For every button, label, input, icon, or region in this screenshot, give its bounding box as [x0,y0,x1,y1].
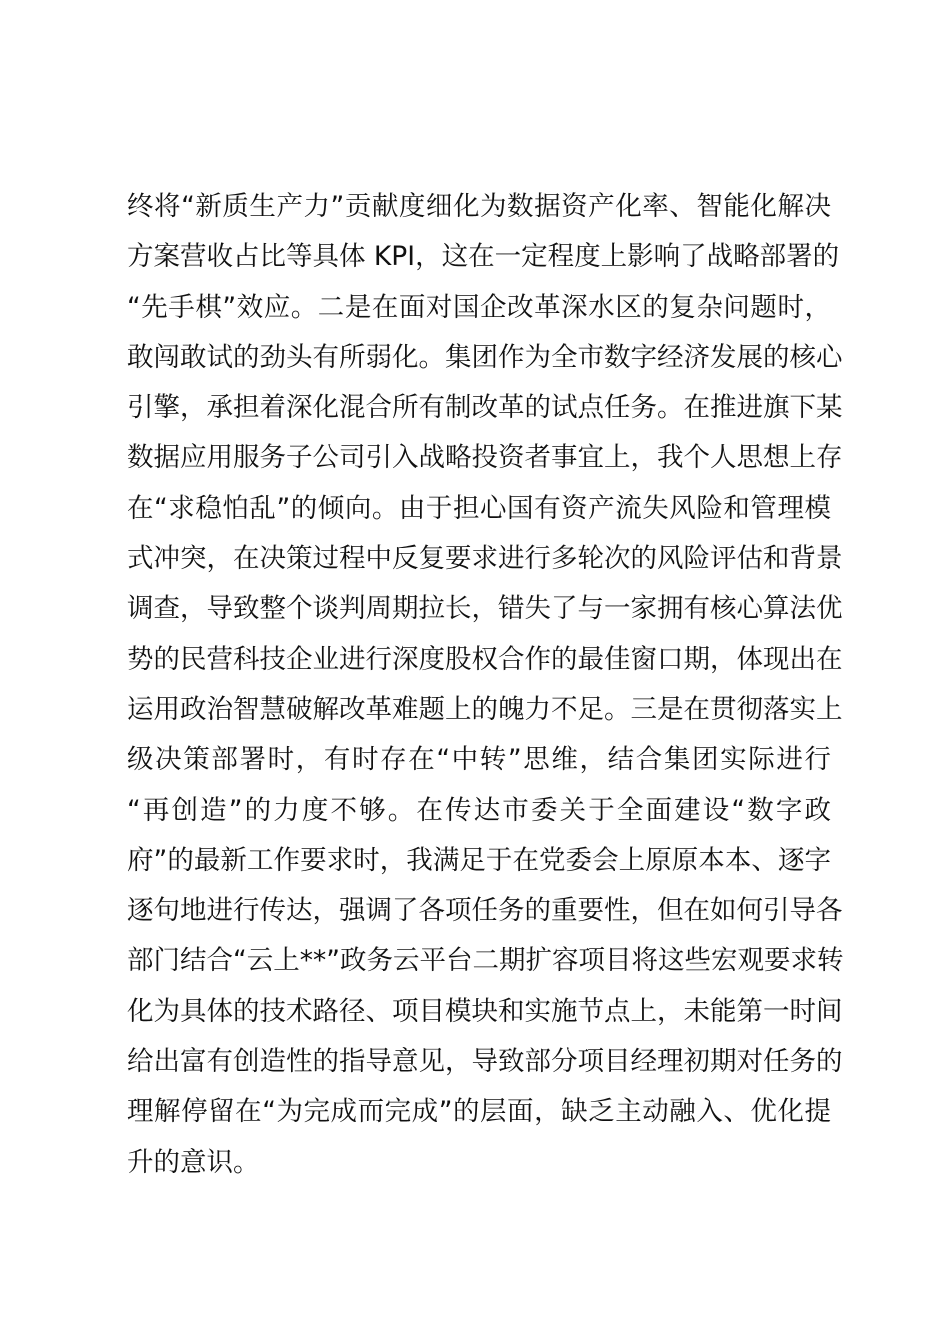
text-line: 敢闯敢试的劲头有所弱化。集团作为全市数字经济发展的核心 [127,341,843,373]
text-line: 化为具体的技术路径、项目模块和实施节点上，未能第一时间 [127,995,843,1027]
text-line: 方案营收占比等具体 KPI，这在一定程度上影响了战略部署的 [127,241,840,273]
text-line: 调查，导致整个谈判周期拉长，错失了与一家拥有核心算法优 [127,593,843,625]
text-line: 理解停留在“为完成而完成”的层面，缺乏主动融入、优化提 [127,1096,831,1128]
text-line: 终将“新质生产力”贡献度细化为数据资产化率、智能化解决 [127,191,831,222]
text-line: 式冲突，在决策过程中反复要求进行多轮次的风险评估和背景 [127,543,843,575]
text-line: 引擎，承担着深化混合所有制改革的试点任务。在推进旗下某 [127,392,843,424]
text-line: 级决策部署时，有时存在“中转”思维，结合集团实际进行 [127,744,831,776]
text-line: 在“求稳怕乱”的倾向。由于担心国有资产流失风险和管理模 [127,492,831,524]
text-line-last: 升的意识。 [127,1146,260,1178]
text-line: 运用政治智慧破解改革难题上的魄力不足。三是在贯彻落实上 [127,693,843,725]
text-line: 逐句地进行传达，强调了各项任务的重要性，但在如何引导各 [127,895,843,927]
text-line: 部门结合“云上**”政务云平台二期扩容项目将这些宏观要求转 [127,945,844,977]
text-line: 府”的最新工作要求时，我满足于在党委会上原原本本、逐字 [127,844,831,876]
text-line: “再创造”的力度不够。在传达市委关于全面建设“数字政 [127,794,831,826]
text-line: 给出富有创造性的指导意见，导致部分项目经理初期对任务的 [127,1046,843,1078]
text-line: “先手棋”效应。二是在面对国企改革深水区的复杂问题时， [127,291,831,323]
body-paragraph [127,182,844,1188]
text-line: 势的民营科技企业进行深度股权合作的最佳窗口期，体现出在 [127,643,843,675]
text-line: 数据应用服务子公司引入战略投资者事宜上，我个人思想上存 [127,442,843,474]
